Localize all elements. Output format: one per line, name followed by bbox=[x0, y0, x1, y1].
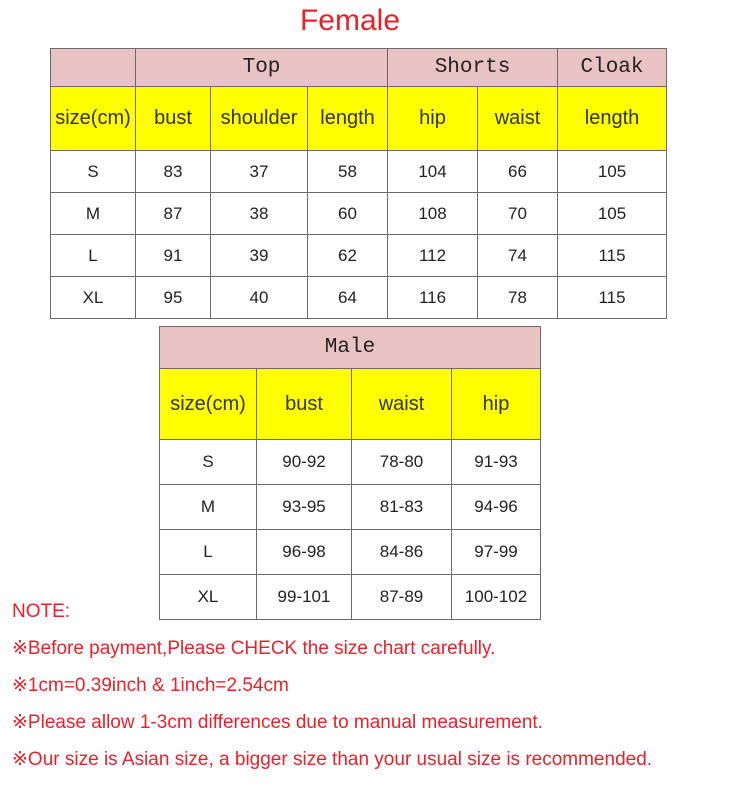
note-line: ※1cm=0.39inch & 1inch=2.54cm bbox=[12, 675, 289, 696]
female-size-table bbox=[50, 48, 667, 319]
cell: 78 bbox=[478, 277, 558, 319]
cell: 66 bbox=[478, 151, 558, 193]
header-shoulder: shoulder bbox=[211, 87, 308, 151]
male-size-table bbox=[159, 326, 541, 620]
cell: 91-93 bbox=[452, 440, 541, 485]
male-title: Male bbox=[160, 327, 541, 369]
table-row bbox=[160, 530, 541, 575]
cell: 60 bbox=[308, 193, 388, 235]
cell: 81-83 bbox=[352, 485, 452, 530]
group-shorts: Shorts bbox=[388, 49, 558, 87]
cell: S bbox=[51, 151, 136, 193]
cell: 90-92 bbox=[257, 440, 352, 485]
cell: XL bbox=[51, 277, 136, 319]
cell: S bbox=[160, 440, 257, 485]
cell: 94-96 bbox=[452, 485, 541, 530]
header-cloak-length: length bbox=[558, 87, 667, 151]
cell: 99-101 bbox=[257, 575, 352, 620]
cell: 87-89 bbox=[352, 575, 452, 620]
cell: 96-98 bbox=[257, 530, 352, 575]
table-row bbox=[160, 440, 541, 485]
cell: 39 bbox=[211, 235, 308, 277]
table-row bbox=[51, 277, 667, 319]
cell: 100-102 bbox=[452, 575, 541, 620]
table-row bbox=[51, 193, 667, 235]
cell: 83 bbox=[136, 151, 211, 193]
cell: 115 bbox=[558, 235, 667, 277]
cell: L bbox=[51, 235, 136, 277]
cell: 105 bbox=[558, 151, 667, 193]
header-bust: bust bbox=[257, 369, 352, 440]
cell: 64 bbox=[308, 277, 388, 319]
table-row bbox=[51, 235, 667, 277]
cell: 91 bbox=[136, 235, 211, 277]
cell: 87 bbox=[136, 193, 211, 235]
cell: 38 bbox=[211, 193, 308, 235]
cell: 40 bbox=[211, 277, 308, 319]
note-heading: NOTE: bbox=[12, 601, 71, 622]
table-row bbox=[160, 485, 541, 530]
table-row bbox=[51, 151, 667, 193]
cell: 62 bbox=[308, 235, 388, 277]
cell: 104 bbox=[388, 151, 478, 193]
header-size: size(cm) bbox=[51, 87, 136, 151]
note-line: ※Before payment,Please CHECK the size chart carefully. bbox=[12, 638, 496, 659]
header-top-length: length bbox=[308, 87, 388, 151]
cell: 105 bbox=[558, 193, 667, 235]
header-hip: hip bbox=[452, 369, 541, 440]
cell: M bbox=[160, 485, 257, 530]
notes-section bbox=[12, 600, 652, 785]
header-waist: waist bbox=[478, 87, 558, 151]
note-line: ※Our size is Asian size, a bigger size than your usual size is recommended. bbox=[12, 749, 653, 770]
header-size: size(cm) bbox=[160, 369, 257, 440]
cell: 112 bbox=[388, 235, 478, 277]
cell: 74 bbox=[478, 235, 558, 277]
cell: 115 bbox=[558, 277, 667, 319]
female-title: Female bbox=[299, 4, 401, 37]
corner-cell bbox=[51, 49, 136, 87]
cell: 70 bbox=[478, 193, 558, 235]
cell: 37 bbox=[211, 151, 308, 193]
cell: 116 bbox=[388, 277, 478, 319]
cell: 93-95 bbox=[257, 485, 352, 530]
cell: 78-80 bbox=[352, 440, 452, 485]
cell: 97-99 bbox=[452, 530, 541, 575]
cell: 108 bbox=[388, 193, 478, 235]
cell: 84-86 bbox=[352, 530, 452, 575]
header-waist: waist bbox=[352, 369, 452, 440]
cell: M bbox=[51, 193, 136, 235]
group-top: Top bbox=[136, 49, 388, 87]
group-cloak: Cloak bbox=[558, 49, 667, 87]
cell: 95 bbox=[136, 277, 211, 319]
cell: XL bbox=[160, 575, 257, 620]
header-hip: hip bbox=[388, 87, 478, 151]
note-line: ※Please allow 1-3cm differences due to manual measurement. bbox=[12, 712, 543, 733]
header-bust: bust bbox=[136, 87, 211, 151]
cell: 58 bbox=[308, 151, 388, 193]
cell: L bbox=[160, 530, 257, 575]
